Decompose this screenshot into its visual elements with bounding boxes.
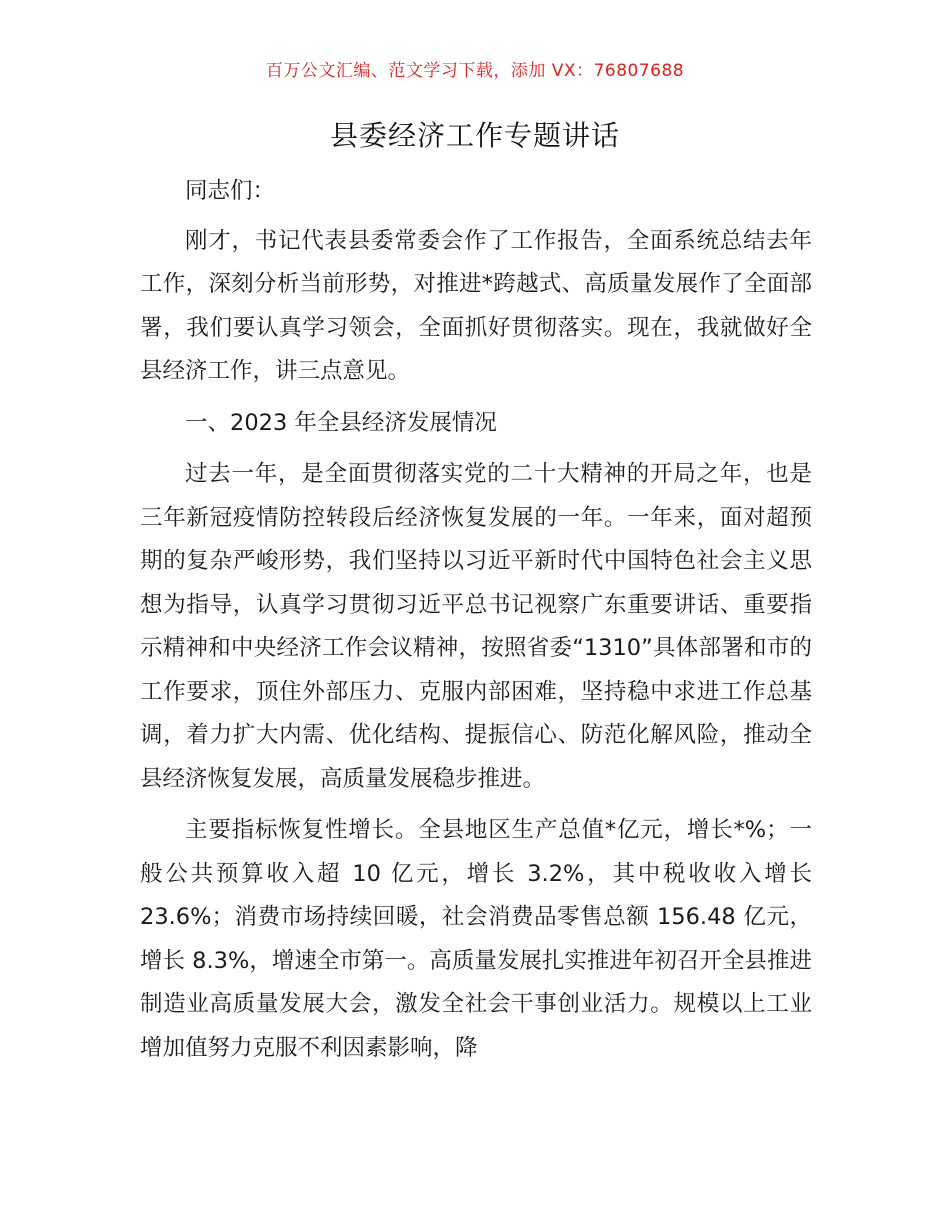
document-body: [140, 170, 812, 1078]
paragraph-intro: 刚才，书记代表县委常委会作了工作报告，全面系统总结去年工作，深刻分析当前形势，对推进*跨越式、高质量发展作了全面部署，我们要认真学习领会，全面抓好贯彻落实。现在，我就做好全县经济工作，讲三点意见。: [140, 227, 812, 384]
section-heading: 一、2023 年全县经济发展情况: [185, 409, 497, 436]
paragraph-review: 过去一年，是全面贯彻落实党的二十大精神的开局之年，也是三年新冠疫情防控转段后经济恢复发展的一年。一年来，面对超预期的复杂严峻形势，我们坚持以习近平新时代中国特色社会主义思想为指导，认真学习贯彻习近平总书记视察广东重要讲话、重要指示精神和中央经济工作会议精神，按照省委“1310”具体部署和市的工作要求，顶住外部压力、克服内部困难，坚持稳中求进工作总基调，着力扩大内需、优化结构、提振信心、防范化解风险，推动全县经济恢复发展，高质量发展稳步推进。: [140, 461, 812, 792]
greeting: 同志们：: [185, 178, 276, 204]
paragraph-indicators: 主要指标恢复性增长。全县地区生产总值*亿元，增长*%；一般公共预算收入超 10 亿元，增长 3.2%，其中税收收入增长 23.6%；消费市场持续回暖，社会消费品零售总额 156.48 亿元，增长 8.3%，增速全市第一。高质量发展扎实推进年初召开全县推进制造业高质量发展大会，激发全社会干事创业活力。规模以上工业增加值努力克服不利因素影响，降: [140, 817, 812, 1061]
watermark-header: 百万公文汇编、范文学习下载，添加 VX：76807688: [265, 61, 685, 81]
document-title: 县委经济工作专题讲话: [329, 119, 620, 152]
